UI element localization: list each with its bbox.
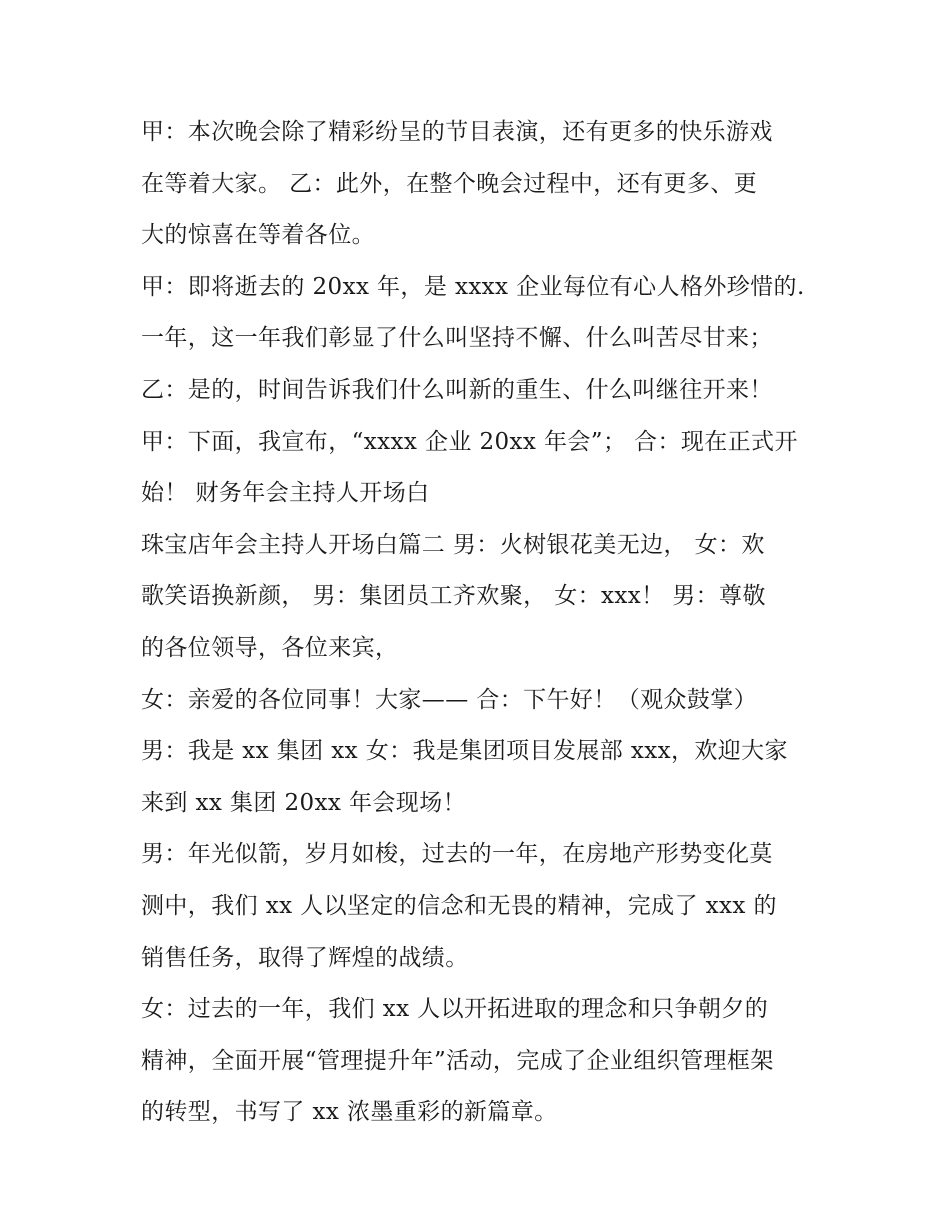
text-line: 始！ 财务年会主持人开场白 (141, 480, 430, 507)
text-line: 甲：即将逝去的 20xx 年，是 xxxx 企业每位有心人格外珍惜的. (141, 273, 805, 300)
text-line: 甲：本次晚会除了精彩纷呈的节目表演，还有更多的快乐游戏 (141, 119, 773, 145)
text-line: 的转型，书写了 xx 浓墨重彩的新篇章。 (141, 1099, 558, 1126)
text-line: 女：过去的一年，我们 xx 人以开拓进取的理念和只争朝夕的 (141, 996, 769, 1023)
text-line: 销售任务，取得了辉煌的战绩。 (141, 944, 469, 971)
document-body (141, 107, 821, 1139)
text-line: 精神，全面开展“管理提升年”活动，完成了企业组织管理框架 (141, 1047, 774, 1074)
text-line: 一年，这一年我们彰显了什么叫坚持不懈、什么叫苦尽甘来； (141, 325, 773, 352)
text-line: 来到 xx 集团 20xx 年会现场！ (141, 789, 466, 816)
text-line: 大的惊喜在等着各位。 (141, 222, 375, 249)
text-line: 甲：下面，我宣布，“xxxx 企业 20xx 年会”； 合：现在正式开 (141, 428, 798, 455)
text-line: 男：年光似箭，岁月如梭，过去的一年，在房地产形势变化莫 (141, 841, 773, 868)
text-line: 的各位领导，各位来宾， (141, 634, 399, 661)
text-line: 歌笑语换新颜， 男：集团员工齐欢聚， 女：xxx！ 男：尊敬 (141, 583, 766, 610)
text-line: 测中，我们 xx 人以坚定的信念和无畏的精神，完成了 xxx 的 (141, 892, 777, 919)
text-line: 在等着大家。 乙：此外，在整个晚会过程中，还有更多、更 (141, 170, 758, 197)
text-line: 珠宝店年会主持人开场白篇二 男：火树银花美无边， 女：欢 (141, 531, 765, 558)
text-line: 男：我是 xx 集团 xx 女：我是集团项目发展部 xxx，欢迎大家 (141, 738, 788, 765)
text-line: 乙：是的，时间告诉我们什么叫新的重生、什么叫继往开来！ (141, 376, 773, 403)
text-line: 女：亲爱的各位同事！大家—— 合：下午好！（观众鼓掌） (141, 686, 758, 713)
